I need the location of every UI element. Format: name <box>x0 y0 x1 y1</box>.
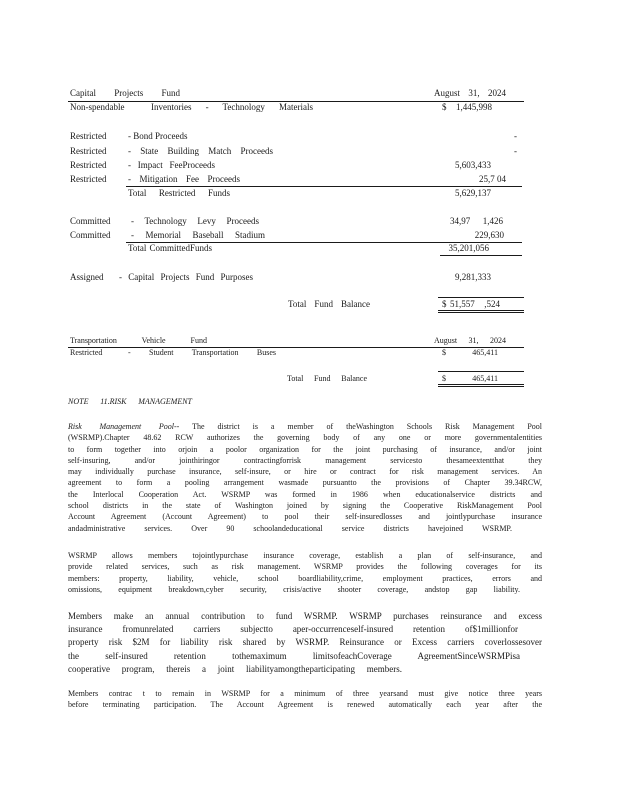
pool-lead-text: Risk Management Pool <box>68 422 174 431</box>
note-paragraph-4 <box>68 688 542 711</box>
committed-description: - Technology Levy Proceeds <box>131 216 259 226</box>
restricted-category: Restricted <box>70 146 107 156</box>
restricted-total-label: Total Restricted Funds <box>128 188 230 198</box>
transport-fund-balance-amount: 465,411 <box>472 374 498 383</box>
assigned-amount: 9,281,333 <box>455 272 491 282</box>
capital-fund-balance-dollar: $ <box>442 299 447 309</box>
committed-category: Committed <box>70 216 111 226</box>
fund-balance-double-rule-2 <box>438 312 524 313</box>
capital-fund-balance-amount: 51,557 ,524 <box>450 299 500 309</box>
paragraph-line: members: property, liability, vehicle, school boardliability,crime, employment practices, errors and <box>68 573 542 583</box>
note-paragraph-1 <box>68 421 542 534</box>
nonspendable-description: Inventories - Technology Materials <box>151 102 313 112</box>
transport-restricted-description: - Student Transportation Buses <box>128 348 276 357</box>
note-paragraph-3 <box>68 610 542 676</box>
restricted-description: - Bond Proceeds <box>128 131 188 141</box>
committed-description: - Memorial Baseball Stadium <box>131 230 265 240</box>
committed-category: Committed <box>70 230 111 240</box>
transport-balance-double-rule-2 <box>438 386 524 387</box>
paragraph-line: the self-insured retention tothemaximum limitsofeachCoverage AgreementSinceWSRMPisa <box>68 650 520 661</box>
restricted-amount: 25,7 04 <box>479 174 506 184</box>
paragraph-line: andadministrative services. Over 90 schoolandeducational service districts havejoined WSRMP. <box>68 523 512 533</box>
restricted-description: - State Building Match Proceeds <box>128 146 273 156</box>
paragraph-line: insurance fromunrelated carriers subjectto aper-occurrenceself-insured retention of$1millionfor <box>68 624 518 635</box>
restricted-category: Restricted <box>70 131 107 141</box>
paragraph-line: cooperative program, thereis a joint liabilityamongtheparticipating members. <box>68 663 402 674</box>
restricted-category: Restricted <box>70 160 107 170</box>
restricted-category: Restricted <box>70 174 107 184</box>
capital-fund-date: August 31, 2024 <box>434 88 506 98</box>
paragraph-line: property risk $2M for liability risk shared by WSRMP. Reinsurance or Excess carriers coverlossesover <box>68 637 542 648</box>
paragraph-line: before terminating participation. The Account Agreement is renewed automatically each year after the <box>68 700 542 710</box>
pool-line-rest: -- The district is a member of theWashington Schools Risk Management Pool <box>174 422 542 431</box>
paragraph-line: Members make an annual contribution to fund WSRMP. WSRMP purchases reinsurance and excess <box>68 611 542 621</box>
committed-total-label: Total CommittedFunds <box>128 243 212 253</box>
transport-fund-balance-dollar: $ <box>442 374 446 383</box>
restricted-description: - Impact FeeProceeds <box>128 160 215 170</box>
paragraph-line: omissions, equipment breakdown,cyber security, crisis/active shooter coverage, andstop gap liability. <box>68 584 520 594</box>
committed-amount: 34,97 1,426 <box>450 216 503 226</box>
committed-total-amount: 35,201,056 <box>448 243 489 253</box>
fund-balance-double-rule-1 <box>438 310 524 311</box>
capital-fund-balance-label: Total Fund Balance <box>288 299 370 309</box>
committed-total-underline <box>440 255 522 256</box>
paragraph-line: Account Agreement (Account Agreement) to pool their self-insuredlosses and jointlypurchase insurance <box>68 512 542 522</box>
committed-amount: 229,630 <box>474 230 504 240</box>
restricted-description: - Mitigation Fee Proceeds <box>128 174 240 184</box>
transport-restricted-category: Restricted <box>70 348 103 357</box>
note-heading: NOTE 11.RISK MANAGEMENT <box>68 397 192 406</box>
transport-fund-date: August 31, 2024 <box>434 336 506 345</box>
assigned-category: Assigned <box>70 272 104 282</box>
paragraph-line: agreement to form a pooling arrangement wasmade pursuantto the provisions of Chapter 39.34RCW, <box>68 478 542 488</box>
restricted-amount: 5,603,433 <box>455 160 491 170</box>
transport-restricted-amount: 465,411 <box>472 348 498 357</box>
note-paragraph-2 <box>68 550 542 595</box>
restricted-amount: - <box>514 131 517 141</box>
paragraph-line <box>68 421 542 432</box>
nonspendable-amount: 1,445,998 <box>456 102 492 112</box>
capital-fund-title: Capital Projects Fund <box>70 88 180 98</box>
nonspendable-dollar-sign: $ <box>442 102 447 112</box>
transport-fund-title: Transportation Vehicle Fund <box>70 336 207 345</box>
paragraph-line: school districts in the state of Washington joined by signing the Cooperative RiskManagement Pool <box>68 501 542 511</box>
fund-balance-top-rule <box>438 297 524 298</box>
paragraph-line: to form together into orjoin a poolor organization for the joint purchasing of insurance, and/or joint <box>68 444 542 454</box>
restricted-subtotal-rule <box>126 186 522 187</box>
transport-balance-double-rule-1 <box>438 384 524 385</box>
paragraph-line: Members contrac t to remain in WSRMP for a minimum of three yearsand must give notice three years <box>68 689 542 698</box>
transport-restricted-dollar: $ <box>442 348 446 357</box>
paragraph-line: may individually purchase insurance, self-insure, or hire or contract for risk management services. An <box>68 467 542 477</box>
assigned-description: - Capital Projects Fund Purposes <box>119 272 253 282</box>
paragraph-line: self-insuring, and/or jointhiringor contractingforrisk management servicesto thesameextentthat they <box>68 455 542 465</box>
paragraph-line: (WSRMP).Chapter 48.62 RCW authorizes the governing body of any one or more governmentalentities <box>68 433 542 443</box>
nonspendable-category: Non-spendable <box>70 102 125 112</box>
paragraph-line: WSRMP allows members tojointlypurchase insurance coverage, establish a plan of self-insurance, and <box>68 551 542 560</box>
transport-balance-top-rule <box>438 371 524 372</box>
restricted-total-amount: 5,629,137 <box>455 188 491 198</box>
paragraph-line: provide related services, such as risk management. WSRMP provides the following coverages for its <box>68 562 542 572</box>
restricted-amount: - <box>514 146 517 156</box>
transport-fund-balance-label: Total Fund Balance <box>287 374 367 383</box>
paragraph-line: the Interlocal Cooperation Act. WSRMP was formed in 1986 when educationalservice districts and <box>68 489 542 499</box>
